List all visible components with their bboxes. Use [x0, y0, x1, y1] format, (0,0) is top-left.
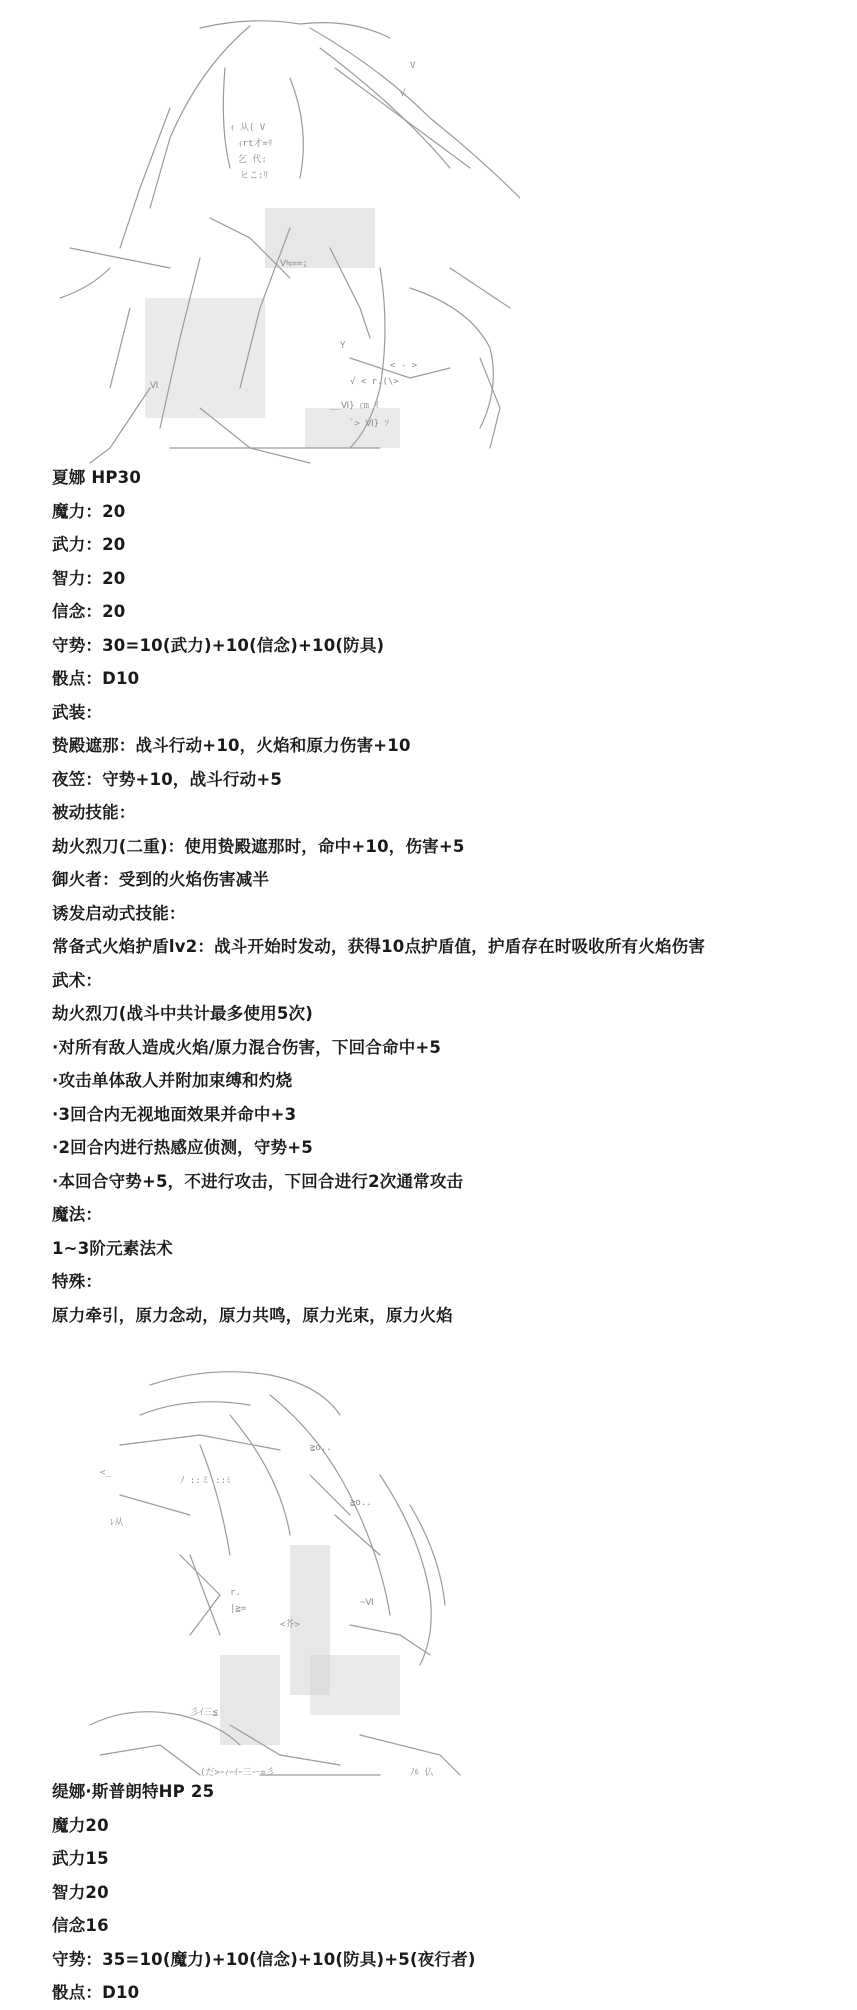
svg-text:ﾉ ::ミ ::ﾐ: ﾉ ::ミ ::ﾐ	[180, 1476, 231, 1486]
character-sheet-shana	[52, 461, 842, 1332]
stat-force: 武力：20	[52, 535, 126, 554]
character-name-hp: 缇娜·斯普朗特HP 25	[52, 1782, 215, 1801]
stat-faith: 信念16	[52, 1916, 109, 1935]
svg-text:(だ>ｰｨｰｲｰ三ー=彡: (だ>ｰｨｰｲｰ三ー=彡	[200, 1768, 275, 1778]
svg-text:≧o..: ≧o..	[350, 1498, 372, 1508]
stat-defense: 守势：30=10(武力)+10(信念)+10(防具)	[52, 635, 385, 655]
section-martial-arts: 武术：	[52, 970, 103, 990]
svg-text:Ⅵ: Ⅵ	[150, 381, 159, 391]
svg-text:< - >: < - >	[390, 361, 418, 371]
equipment-item: 夜笠：守势+10，战斗行动+5	[52, 769, 283, 789]
stat-dice: 骰点：D10	[52, 1983, 140, 2002]
section-special: 特殊：	[52, 1272, 103, 1291]
stat-force: 武力15	[52, 1849, 109, 1868]
svg-text:Ⅴ≒==;: Ⅴ≒==;	[280, 259, 308, 269]
special-abilities: 原力牵引，原力念动，原力共鸣，原力光束，原力火焰	[52, 1305, 453, 1325]
stat-intellect: 智力20	[52, 1882, 109, 1902]
svg-text:ﾟ> Ⅵ} ｿ: ﾟ> Ⅵ} ｿ	[350, 419, 389, 429]
svg-text:Y: Y	[340, 341, 346, 351]
stat-faith: 信念：20	[52, 602, 126, 621]
svg-text:ﾚ从: ﾚ从	[110, 1518, 124, 1528]
svg-text:≧o..: ≧o..	[310, 1443, 332, 1453]
svg-text:|≧=: |≧=	[230, 1604, 247, 1614]
svg-text:ｨrt才=ﾘ: ｨrt才=ﾘ	[238, 139, 273, 149]
section-equipment: 武装：	[52, 702, 103, 722]
svg-text:__Ⅵ} ㎝ ｲ: __Ⅵ} ㎝ ｲ	[330, 401, 379, 411]
svg-text:~Ⅵ: ~Ⅵ	[360, 1598, 374, 1608]
stat-magic: 魔力20	[52, 1815, 109, 1835]
ascii-art-illustration-shana	[50, 8, 520, 466]
stat-magic: 魔力：20	[52, 501, 126, 521]
svg-text:V: V	[410, 61, 416, 71]
svg-text:r.: r.	[230, 1588, 241, 1598]
svg-text:乞 代:: 乞 代:	[238, 155, 267, 165]
equipment-item: 贽殿遮那：战斗行动+10，火焰和原力伤害+10	[52, 736, 411, 755]
svg-text:ヒこ:ﾘ: ヒこ:ﾘ	[240, 171, 268, 181]
svg-text:√ < r.(\>: √ < r.(\>	[350, 377, 399, 387]
section-triggered-skills: 诱发启动式技能：	[52, 903, 186, 923]
svg-text:ﾉﾙ 仏: ﾉﾙ 仏	[410, 1768, 434, 1778]
svg-text:ｨ 从( V: ｨ 从( V	[230, 123, 266, 133]
triggered-skill: 常备式火焰护盾lv2：战斗开始时发动，获得10点护盾值，护盾存在时吸收所有火焰伤害	[52, 937, 706, 956]
martial-art-option: ·3回合内无视地面效果并命中+3	[52, 1104, 297, 1124]
svg-text:<芥>: <芥>	[280, 1620, 300, 1630]
stat-defense: 守势：35=10(魔力)+10(信念)+10(防具)+5(夜行者)	[52, 1949, 476, 1969]
martial-art-title: 劫火烈刀(战斗中共计最多使用5次)	[52, 1004, 313, 1023]
svg-text:√: √	[400, 89, 406, 99]
svg-text:彡ｲ三≦: 彡ｲ三≦	[190, 1708, 218, 1718]
stat-dice: 骰点：D10	[52, 669, 140, 688]
martial-art-option: ·对所有敌人造成火焰/原力混合伤害，下回合命中+5	[52, 1037, 442, 1057]
martial-art-option: ·本回合守势+5，不进行攻击，下回合进行2次通常攻击	[52, 1171, 464, 1191]
ascii-art-illustration-tina	[80, 1355, 480, 1795]
character-sheet-tina	[52, 1775, 842, 2010]
character-name-hp: 夏娜 HP30	[52, 468, 142, 487]
svg-text:<_: <_	[100, 1468, 111, 1478]
passive-skill: 御火者：受到的火焰伤害减半	[52, 870, 270, 889]
magic-item: 1~3阶元素法术	[52, 1238, 173, 1258]
section-magic: 魔法：	[52, 1205, 103, 1224]
stat-intellect: 智力：20	[52, 568, 126, 588]
passive-skill: 劫火烈刀(二重)：使用贽殿遮那时，命中+10，伤害+5	[52, 836, 465, 856]
martial-art-option: ·攻击单体敌人并附加束缚和灼烧	[52, 1071, 293, 1090]
section-passive-skills: 被动技能：	[52, 803, 136, 822]
martial-art-option: ·2回合内进行热感应侦测，守势+5	[52, 1138, 313, 1157]
